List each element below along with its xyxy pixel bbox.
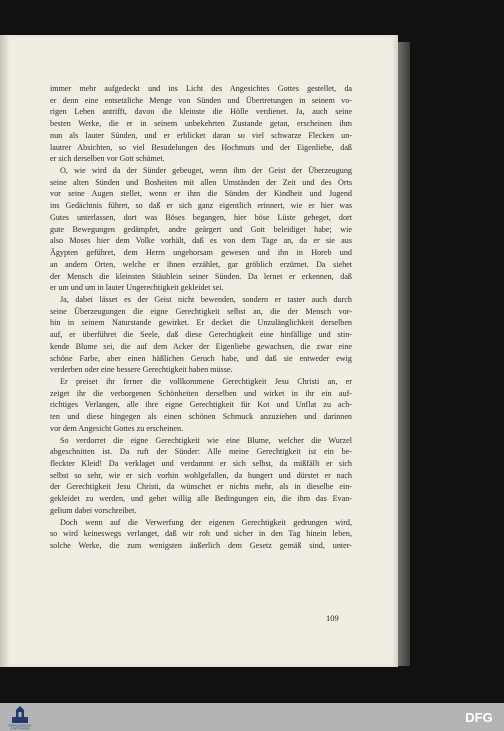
page-edge-shadow <box>396 42 410 666</box>
text-line: immer mehr aufgedeckt und ins Licht des Angesichtes Gottes gestellet, da <box>50 84 352 93</box>
library-logo-line2: STIFTUNGEN <box>10 726 30 730</box>
text-line: richtiges Verlangen, alle ihre eigne Gerechtigkeit für Kot und Unflat zu ach- <box>50 400 352 410</box>
text-line: So verdorret die eigne Gerechtigkeit wie eine Blume, welcher die Wurzel <box>60 435 352 445</box>
text-line: ten und diese hingegen als einen schönen Schmuck anzuziehen und darinnen <box>50 412 352 422</box>
text-line: solche Werke, die zum wenigsten äußerlich dem Gesetz gemäß sind, unter- <box>50 541 352 551</box>
text-line: besten Werke, die er in seinem unbekehrten Zustande getan, erscheinen ihm <box>50 119 352 129</box>
text-line: vor seine Augen stellet, wenn er ihm die Sünden der Kindheit und Jugend <box>50 189 352 199</box>
text-line: der Gerechtigkeit Jesu Christi, da wünschet er nichts mehr, als in dieselbe ein- <box>50 482 352 492</box>
book-page <box>0 35 398 667</box>
text-line: rigen Leben antrifft, davon die kleinste die Hölle verdienet. Ja, auch seine <box>50 107 352 117</box>
dfg-logo-text: DFG <box>465 710 493 724</box>
body-text <box>50 83 352 552</box>
page-number: 109 <box>326 613 339 623</box>
text-line: an andern Orten, welche er ihnen erzählet, gar gröblich erzürnet. Da siehet <box>50 259 352 269</box>
text-line: lautrer Absichten, so viel Besudelungen des Hochmuts und der Eigenliebe, daß <box>50 142 352 152</box>
text-line: nun als lauter Sünden, und er erblicket daran so viel schwarze Flecken un- <box>50 130 352 140</box>
text-line: Ägypten geführet, dem Herrn ungehorsam gewesen und ihn in Horeb und <box>50 248 352 258</box>
text-line: gelium dabei vorschreibet. <box>50 505 137 515</box>
text-line: Doch wenn auf die Verwerfung der eigenen Gerechtigkeit gedrungen wird, <box>60 517 352 527</box>
text-line: seine Überzeugungen die eigne Gerechtigkeit selbst an, die der Mensch vor- <box>50 306 352 316</box>
text-line: abgeschnitten ist. Da ruft der Sünder: Alle meine Gerechtigkeit ist ein be- <box>50 447 352 457</box>
text-line: fleckter Kleid! Da verklaget und verdammt er sich selbst, da mißfällt er sich <box>50 459 352 468</box>
text-line: so wird keineswegs verlanget, daß wir roh und sicher in den Tag hinein leben, <box>50 529 352 539</box>
text-line: Ja, dabei lässet es der Geist nicht bewenden, sondern er taster auch durch <box>60 294 352 304</box>
library-logo-line1: FRANCKESCHE <box>8 723 32 728</box>
text-line: der Mensch die kleinsten Stäublein seiner Sünden. Da lernet er erkennen, daß <box>50 271 352 281</box>
text-line: verderben oder eine bessere Gerechtigkeit haben müsse. <box>50 365 233 375</box>
dfg-logo-icon <box>461 710 497 724</box>
text-line: selbst so sehr, wie er sich vorhin wohlgefallen, da hungert und dürstet er nach <box>50 470 352 480</box>
text-line: gekleidet zu werden, und gehet willig alle Bedingungen ein, die ihm das Evan- <box>50 494 352 504</box>
text-line: auf, er überführet die Seele, daß diese Gerechtigkeit eine hinfällige und stin- <box>50 330 352 340</box>
text-line: Er preiset ihr ferner die vollkommene Gerechtigkeit Jesu Christi an, er <box>60 376 352 386</box>
text-line: er um und um in lauter Ungerechtigkeit gekleidet sei. <box>50 283 224 293</box>
text-line: zeiget ihr die verborgenen Schönheiten derselben und wirket in ihr ein auf- <box>50 388 352 398</box>
text-line: kende Blume sei, die auf dem Acker der Eigenliebe gewachsen, die zwar eine <box>50 341 352 351</box>
text-line: er denn eine entsetzliche Menge von Sünden und Übertretungen in seinem vo- <box>50 95 352 105</box>
library-crest-icon <box>6 704 34 730</box>
text-line: hin in seinem Naturstande gewirket. Er decket die Unzulänglichkeit derselben <box>50 318 352 328</box>
text-line: er sich derselben vor Gott schämet. <box>50 154 165 164</box>
text-line: vor dem Angesicht Gottes zu erscheinen. <box>50 423 184 433</box>
text-line: ins Gedächtnis führet, so daß er sich ganz eigentlich erinnert, wie er hier was <box>50 201 352 211</box>
text-line: O, wie wird da der Sünder gebeuget, wenn ihm der Geist der Überzeugung <box>60 166 352 176</box>
text-line: also Moses hier dem Volke vorhält, daß es von dem Tage an, da er sie aus <box>50 236 352 246</box>
text-line: Gutes unterlassen, dort was Böses begangen, hier böse Lüste geheget, dort <box>50 212 352 222</box>
text-line: seine alten Sünden und Bosheiten mit allen Umständen der Zeit und des Orts <box>50 177 352 187</box>
text-line: schöne Farbe, aber einen häßlichen Geruch habe, und daß sie entweder ewig <box>50 353 352 363</box>
text-line: gute Bewegungen gedämpfet, andre geärgert und Gott beleidiget habe; wie <box>50 224 352 234</box>
page-gutter <box>0 35 10 667</box>
viewer-footer-bar <box>0 703 504 731</box>
